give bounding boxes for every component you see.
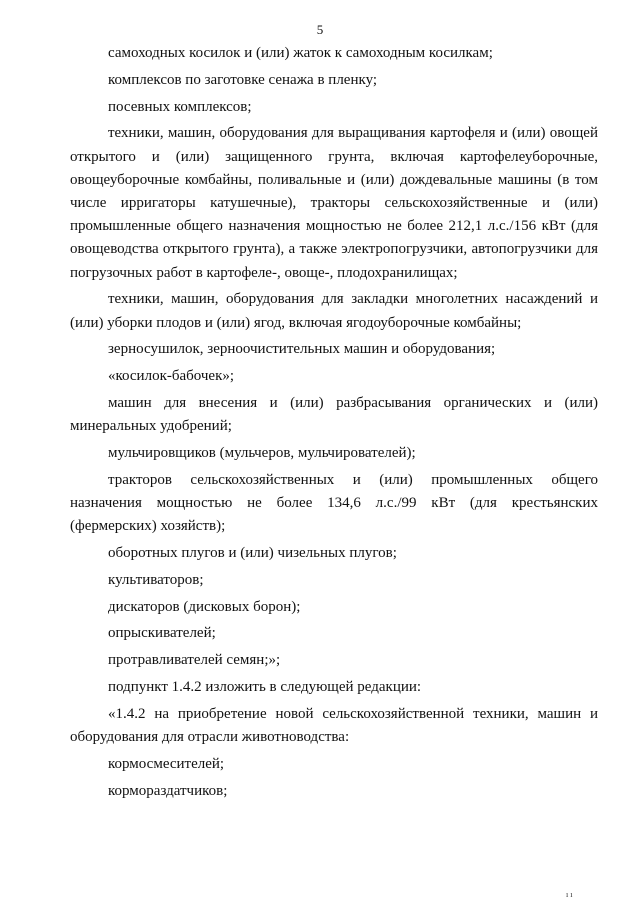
- paragraph: кормораздатчиков;: [108, 782, 228, 799]
- paragraph: подпункт 1.4.2 изложить в следующей редакции:: [108, 678, 422, 695]
- page-number: 5: [316, 22, 324, 37]
- paragraph: опрыскивателей;: [108, 625, 216, 642]
- paragraph: протравливателей семян;»;: [108, 652, 281, 669]
- paragraph: техники, машин, оборудования для выращивания картофеля и (или) овощей открытого и (или) защищенного грунта, включая картофелеуборочные, овощеуборочные комбайны, поливальные и (или) дождевальные машины (в том числе ирригаторы катушечные), тракторы сельскохозяйственные и (или) промышленные общего назначения мощностью не более 212,1 л.с./156 кВт (для овощеводства открытого грунта), а также электропогрузчики, автопогрузчики для погрузочных работ в картофеле-, овоще-, плодохранилищах;: [70, 125, 598, 281]
- paragraph: оборотных плугов и (или) чизельных плугов;: [108, 545, 397, 561]
- paragraph: зерносушилок, зерноочистительных машин и оборудования;: [108, 341, 496, 358]
- paragraph: самоходных косилок и (или) жаток к самоходным косилкам;: [108, 45, 493, 61]
- paragraph: «1.4.2 на приобретение новой сельскохозяйственной техники, машин и оборудования для отрасли животноводства:: [70, 705, 598, 745]
- paragraph: машин для внесения и (или) разбрасывания органических и (или) минеральных удобрений;: [70, 395, 598, 435]
- paragraph: «косилок-бабочек»;: [108, 368, 235, 385]
- paragraph: кормосмесителей;: [108, 755, 225, 772]
- paragraph: комплексов по заготовке сенажа в пленку;: [108, 71, 378, 88]
- paragraph: посевных комплексов;: [108, 98, 252, 115]
- paragraph: мульчировщиков (мульчеров, мульчирователей);: [108, 445, 416, 461]
- document-body: [70, 42, 598, 806]
- paragraph: дискаторов (дисковых борон);: [108, 598, 301, 615]
- paragraph: тракторов сельскохозяйственных и (или) промышленных общего назначения мощностью не более 134,6 л.с./99 кВт (для крестьянских (фермерских) хозяйств);: [70, 471, 598, 535]
- paragraph: техники, машин, оборудования для закладки многолетних насаждений и (или) уборки плодов и (или) ягод, включая ягодоуборочные комбайны;: [70, 291, 598, 331]
- corner-mark: ı ı: [566, 890, 573, 899]
- paragraph: культиваторов;: [108, 571, 204, 588]
